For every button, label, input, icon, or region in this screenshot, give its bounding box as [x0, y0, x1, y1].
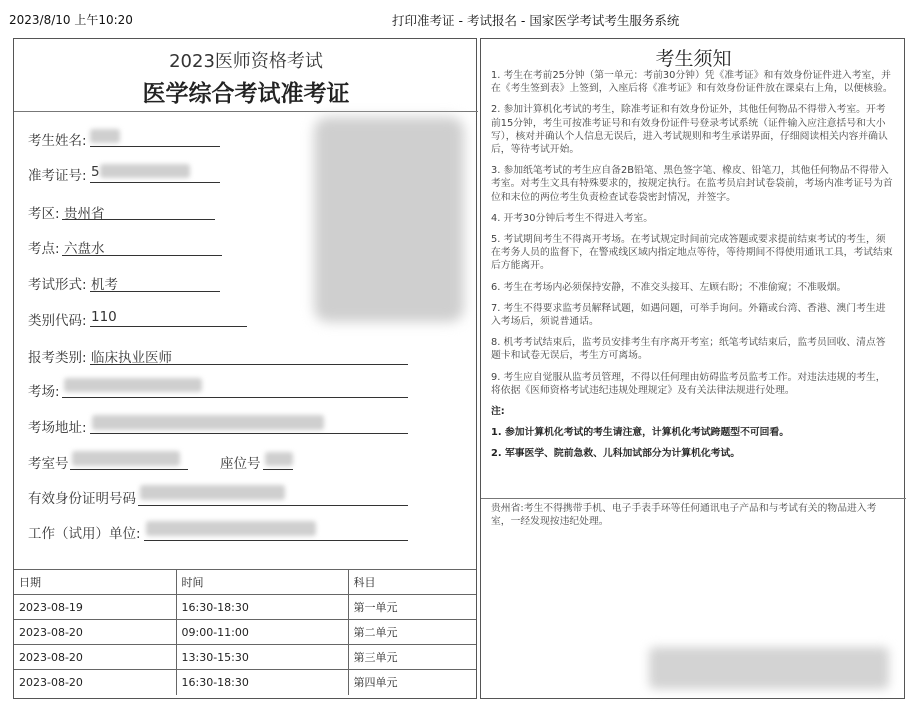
address-label: 考场地址:: [28, 420, 87, 436]
name-redacted: [90, 129, 120, 143]
date-cell: 2023-08-20: [14, 645, 176, 670]
notice-item: 4. 开考30分钟后考生不得进入考室。: [491, 212, 654, 224]
table-row: [14, 645, 476, 670]
date-cell: 2023-08-20: [14, 620, 176, 645]
room-label: 考室号: [28, 456, 69, 472]
time-cell: 16:30-18:30: [176, 670, 348, 695]
category-code-label: 类别代码:: [28, 313, 87, 329]
time-column-header: 时间: [176, 570, 348, 595]
seat-underline: [263, 469, 293, 470]
date-cell: 2023-08-19: [14, 595, 176, 620]
table-row: [14, 620, 476, 645]
id-underline: [138, 505, 408, 506]
id-label: 有效身份证明号码: [28, 491, 136, 507]
subject-cell: 第三单元: [348, 645, 476, 670]
venue-label: 考场:: [28, 384, 60, 400]
notice-item: 2. 参加计算机化考试的考生，除准考证和有效身份证外，其他任何物品不得带入考室。开考前15分钟，考生可按准考证号和有效身份证件号登录考试系统（证件输入应注意括号和大小写），核对并确认个人信息无误后，进入考试规则和考生承诺界面，仔细阅读相关内容并确认后，等待考试开始。: [491, 104, 888, 156]
notice-item: 7. 考生不得要求监考员解释试题，如遇问题，可举手询问。外籍或台湾、香港、澳门考生进入考场后，须说普通话。: [491, 302, 886, 328]
notice-item: 5. 考试期间考生不得离开考场。在考试规定时间前完成答题或要求提前结束考试的考生，须在考务人员的监督下，在警戒线区域内指定地点等待，等待期间不得使用通讯工具，考试结束后方能离开。: [491, 234, 893, 272]
exam-schedule-table: [14, 569, 476, 695]
work-unit-redacted: [146, 521, 316, 536]
notice-divider: [481, 498, 906, 499]
seat-redacted: [265, 452, 293, 466]
region-underline: [62, 219, 215, 220]
category-code-underline: [90, 326, 247, 327]
ticket-title: 医学综合考试准考证: [142, 81, 350, 107]
date-column-header: 日期: [14, 570, 176, 595]
note-label: 注:: [491, 406, 505, 418]
room-redacted: [72, 451, 180, 466]
exam-form-underline: [90, 291, 220, 292]
site-underline: [62, 255, 222, 256]
print-datetime: 2023/8/10 上午10:20: [9, 13, 133, 27]
notice-item: 3. 参加纸笔考试的考生应自备2B铅笔、黑色签字笔、橡皮、铅笔刀，其他任何物品不得带入考室。对考生文具有特殊要求的，按规定执行。在监考员启封试卷袋前，考场内准考证号为首位和末位的两位考生负责检查试卷袋密封情况，并签字。: [491, 165, 893, 203]
candidate-notice-panel: [480, 38, 905, 699]
exam-title: 2023医师资格考试: [169, 51, 323, 72]
region-value: 贵州省: [64, 206, 105, 222]
seat-label: 座位号: [220, 456, 261, 472]
venue-underline: [62, 397, 408, 398]
category-label: 报考类别:: [28, 350, 87, 366]
candidate-photo: [314, 117, 464, 322]
title-divider: [14, 111, 478, 112]
regional-notice: 贵州省:考生不得携带手机、电子手表手环等任何通讯电子产品和与考试有关的物品进入考室，一经发现按违纪处理。: [491, 503, 877, 528]
table-row: [14, 595, 476, 620]
notice-item: 8. 机考考试结束后，监考员安排考生有序离开考室；纸笔考试结束后，监考员回收、清点答题卡和试卷无误后，考生方可离场。: [491, 337, 886, 362]
ticket-number-label: 准考证号:: [28, 168, 87, 184]
subject-cell: 第二单元: [348, 620, 476, 645]
time-cell: 09:00-11:00: [176, 620, 348, 645]
subject-column-header: 科目: [348, 570, 476, 595]
notice-item: 1. 考生在考前25分钟（第一单元：考前30分钟）凭《准考证》和有效身份证件进入考室，并在《考生签到表》上签到，入座后将《准考证》和有效身份证件放在课桌右上角，以便核验。: [491, 70, 893, 95]
notice-body: [491, 69, 895, 469]
redacted-stamp: [649, 647, 889, 689]
room-underline: [70, 469, 188, 470]
name-label: 考生姓名:: [28, 133, 87, 149]
venue-redacted: [64, 378, 202, 392]
category-code-value: 110: [91, 309, 117, 325]
work-unit-underline: [144, 540, 408, 541]
note-item: 1. 参加计算机化考试的考生请注意，计算机化考试跨题型不可回看。: [491, 427, 790, 439]
time-cell: 16:30-18:30: [176, 595, 348, 620]
page-title: 打印准考证 - 考试报名 - 国家医学考试考生服务系统: [392, 13, 680, 28]
region-label: 考区:: [28, 206, 60, 222]
category-value: 临床执业医师: [91, 350, 172, 366]
ticket-number-prefix: 5: [91, 164, 100, 180]
site-label: 考点:: [28, 241, 60, 257]
id-redacted: [140, 485, 285, 500]
address-underline: [90, 433, 408, 434]
ticket-underline: [90, 182, 220, 183]
table-row: [14, 670, 476, 695]
address-redacted: [92, 415, 324, 430]
notice-title: 考生须知: [655, 48, 732, 70]
notice-item: 9. 考生应自觉服从监考员管理，不得以任何理由妨碍监考员监考工作。对违法违规的考生，将依据《医师资格考试违纪违规处理规定》及有关法律法规进行处理。: [491, 371, 886, 396]
subject-cell: 第四单元: [348, 670, 476, 695]
ticket-number-redacted: [100, 164, 190, 178]
exam-form-label: 考试形式:: [28, 277, 87, 293]
notice-item: 6. 考生在考场内必须保持安静，不准交头接耳、左顾右盼；不准偷窥；不准吸烟。: [491, 281, 847, 293]
name-underline: [90, 146, 220, 147]
work-unit-label: 工作（试用）单位:: [28, 526, 141, 542]
note-item: 2. 军事医学、院前急救、儿科加试部分为计算机化考试。: [491, 448, 741, 460]
table-header-row: [14, 570, 476, 595]
category-underline: [90, 364, 408, 365]
time-cell: 13:30-15:30: [176, 645, 348, 670]
date-cell: 2023-08-20: [14, 670, 176, 695]
site-value: 六盘水: [64, 241, 105, 257]
exam-form-value: 机考: [91, 277, 118, 293]
subject-cell: 第一单元: [348, 595, 476, 620]
admission-ticket-card: [13, 38, 477, 699]
